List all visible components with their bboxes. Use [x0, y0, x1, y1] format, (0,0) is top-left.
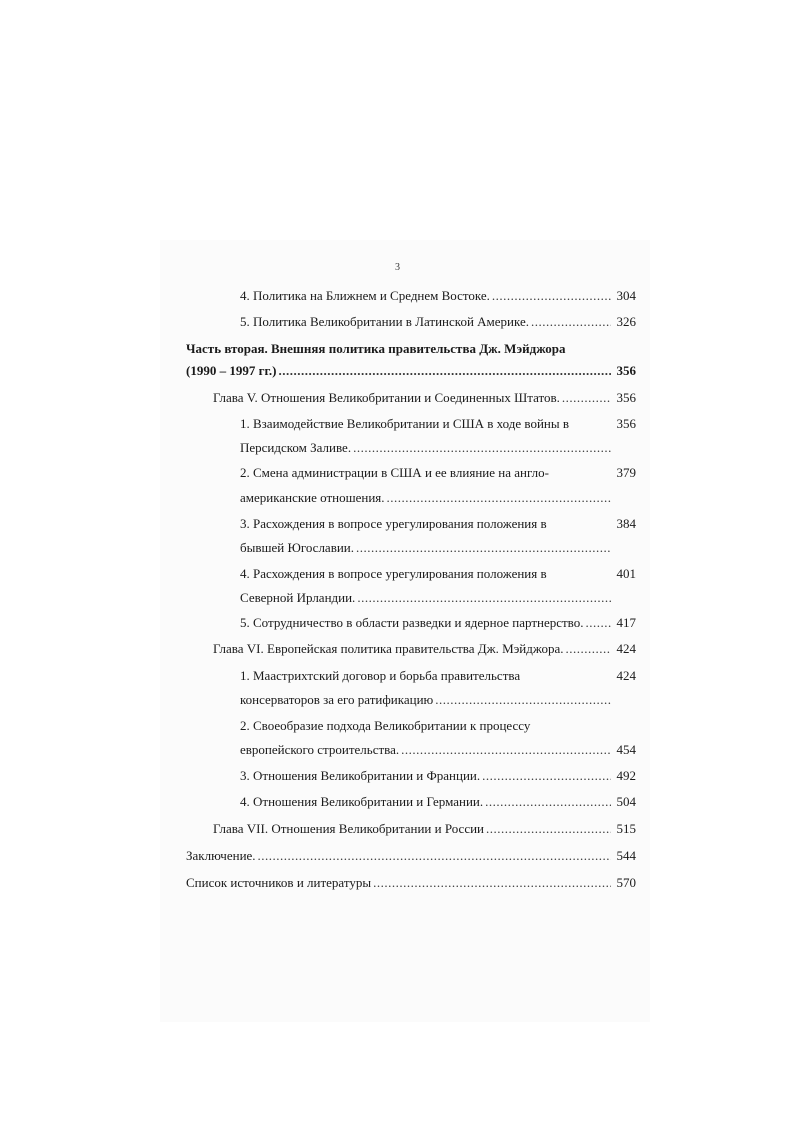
toc-entry-page: 356: [616, 363, 636, 378]
toc-entry-title: Глава VII. Отношения Великобритании и России: [213, 821, 485, 836]
toc-entry-page: 379: [616, 465, 636, 480]
toc-entry-page: 454: [616, 742, 636, 757]
toc-entry-title-line1: 1. Маастрихтский договор и борьба правительства: [240, 668, 521, 683]
toc-entry: [240, 692, 611, 708]
toc-entry-title: 4. Отношения Великобритании и Германии.: [240, 794, 484, 809]
dot-leader: [401, 742, 611, 758]
toc-entry-title-line1: 4. Расхождения в вопросе урегулирования положения в: [240, 566, 547, 581]
toc-entry-page: 356: [616, 416, 636, 431]
dot-leader: [482, 768, 611, 784]
toc-entry: [186, 848, 611, 864]
toc-entry-title-line1: 3. Расхождения в вопросе урегулирования положения в: [240, 516, 547, 531]
dot-leader: [356, 540, 611, 556]
toc-entry: [240, 440, 611, 456]
dot-leader: [353, 440, 611, 456]
toc-entry: [240, 540, 611, 556]
toc-entry-page: 326: [616, 314, 636, 329]
toc-entry: [213, 641, 611, 657]
toc-entry: [186, 363, 611, 379]
toc-entry-page: 492: [616, 768, 636, 783]
dot-leader: [357, 590, 611, 606]
dot-leader: [435, 692, 611, 708]
toc-entry-page: 417: [616, 615, 636, 630]
toc-entry: [240, 615, 611, 631]
toc-entry-title-line2: Персидском Заливе.: [240, 440, 352, 455]
toc-entry-page: 356: [616, 390, 636, 405]
toc-entry-title: 5. Политика Великобритании в Латинской Америке.: [240, 314, 530, 329]
toc-entry-page: 544: [616, 848, 636, 863]
toc-entry-page: 504: [616, 794, 636, 809]
toc-entry-title-line2: бывшей Югославии.: [240, 540, 354, 555]
page-number: 3: [395, 262, 400, 273]
dot-leader: [279, 363, 612, 379]
toc-entry-title-line1: 1. Взаимодействие Великобритании и США в ходе войны в: [240, 416, 570, 431]
toc-entry: [240, 490, 611, 506]
toc-entry: [240, 590, 611, 606]
toc-entry-title-line1: 2. Своеобразие подхода Великобритании к процессу: [240, 718, 531, 733]
toc-entry: [240, 794, 611, 810]
toc-entry-title: Список источников и литературы: [186, 875, 372, 890]
dot-leader: [492, 288, 611, 304]
toc-entry-title: Заключение.: [186, 848, 256, 863]
dot-leader: [373, 875, 611, 891]
toc-entry-page: 570: [616, 875, 636, 890]
toc-entry: [240, 288, 611, 304]
dot-leader: [258, 848, 611, 864]
dot-leader: [387, 490, 611, 506]
toc-entry-title-line2: американские отношения.: [240, 490, 385, 505]
toc-entry-page: 401: [616, 566, 636, 581]
toc-entry-title-line2: европейского строительства.: [240, 742, 400, 757]
toc-entry-title: 3. Отношения Великобритании и Франции.: [240, 768, 481, 783]
toc-entry-page: 424: [616, 641, 636, 656]
toc-entry-title-line2: консерваторов за его ратификацию: [240, 692, 434, 707]
toc-entry-title-line1: Часть вторая. Внешняя политика правительства Дж. Мэйджора: [186, 341, 566, 356]
toc-entry: [240, 742, 611, 758]
dot-leader: [486, 821, 611, 837]
toc-entry-title: Глава VI. Европейская политика правительства Дж. Мэйджора.: [213, 641, 564, 656]
toc-entry-title: 5. Сотрудничество в области разведки и ядерное партнерство.: [240, 615, 584, 630]
toc-entry: [240, 768, 611, 784]
dot-leader: [485, 794, 611, 810]
toc-entry: [240, 314, 611, 330]
toc-entry-title: 4. Политика на Ближнем и Среднем Востоке.: [240, 288, 490, 303]
toc-entry-page: 515: [616, 821, 636, 836]
toc-entry-title-line2: (1990 – 1997 гг.): [186, 363, 277, 378]
toc-entry-page: 384: [616, 516, 636, 531]
toc-entry-page: 424: [616, 668, 636, 683]
toc-entry: [213, 390, 611, 406]
toc-entry: [186, 875, 611, 891]
toc-entry-title: Глава V. Отношения Великобритании и Соединенных Штатов.: [213, 390, 560, 405]
toc-entry: [213, 821, 611, 837]
toc-entry-title-line1: 2. Смена администрации в США и ее влияние на англо-: [240, 465, 549, 480]
toc-entry-page: 304: [616, 288, 636, 303]
toc-entry-title-line2: Северной Ирландии.: [240, 590, 356, 605]
